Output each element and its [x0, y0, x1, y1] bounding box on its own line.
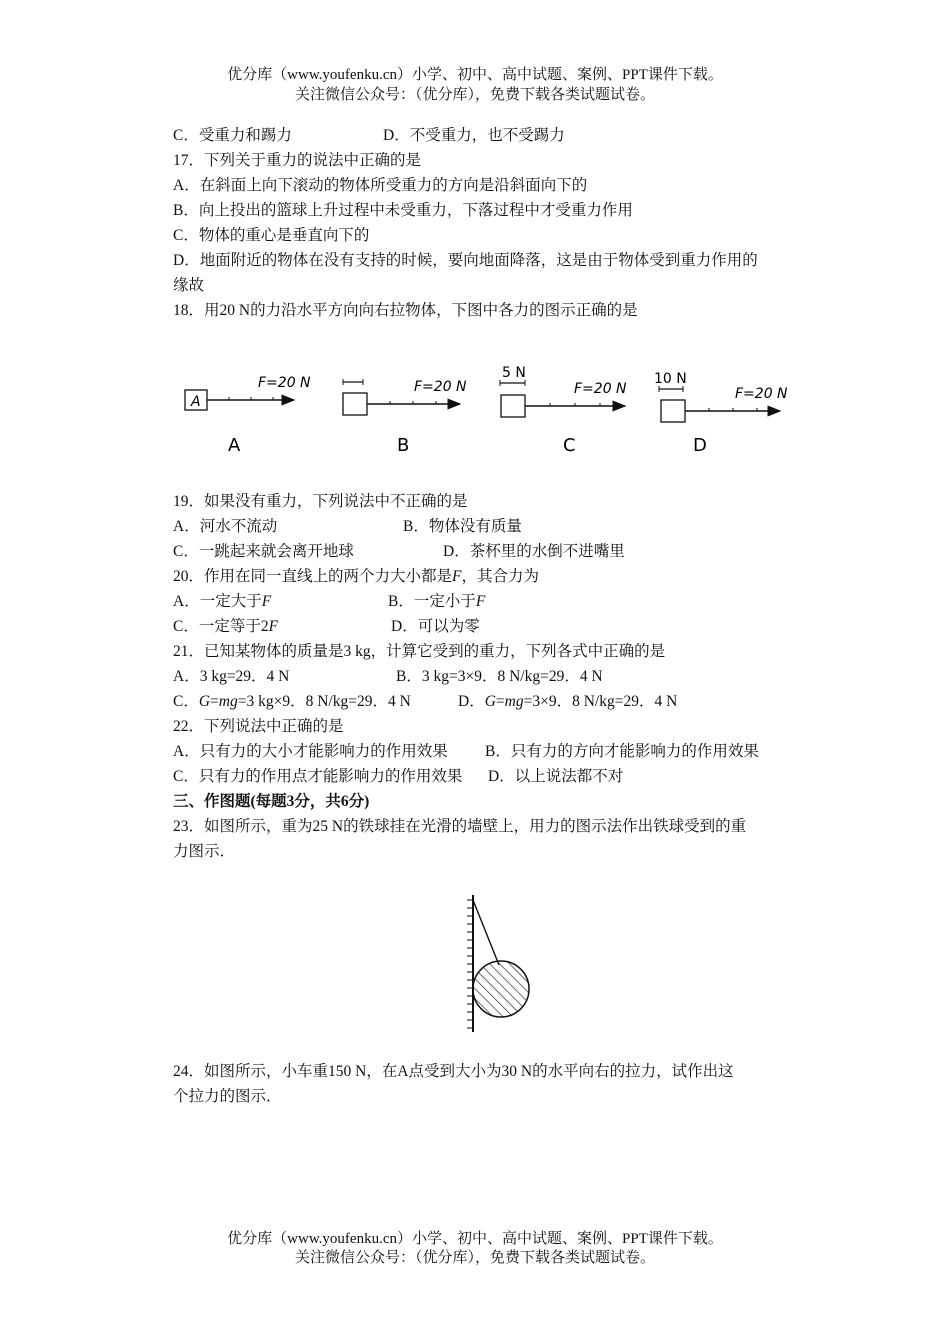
q17-option-d-continued: 缘故: [173, 277, 205, 294]
q22-option-b: B．只有力的方向才能影响力的作用效果: [485, 743, 759, 760]
section-3-title: 三、作图题(每题3分，共6分): [173, 793, 370, 810]
q17-option-b: B．向上投出的篮球上升过程中未受重力，下落过程中才受重力作用: [173, 202, 633, 219]
q23-string: [473, 900, 499, 965]
q17-option-d: D．地面附近的物体在没有支持的时候，要向地面降落，这是由于物体受到重力作用的: [173, 252, 758, 269]
q19-stem: 19．如果没有重力，下列说法中不正确的是: [173, 493, 468, 510]
q18-figure-d: [654, 371, 788, 456]
q18-d-letter: D: [693, 435, 707, 456]
q19-option-a: A．河水不流动: [173, 518, 278, 535]
q20-option-a: A．一定大于F: [173, 593, 272, 610]
q21-option-d: D．G=mg=3×9．8 N/kg=29．4 N: [458, 693, 678, 710]
q20-option-d: D．可以为零: [391, 618, 480, 635]
q18-stem: 18．用20 N的力沿水平方向向右拉物体，下图中各力的图示正确的是: [173, 302, 638, 319]
q23-stem-continued: 力图示．: [173, 843, 236, 860]
q18-d-block: [661, 400, 685, 422]
q17-stem: 17．下列关于重力的说法中正确的是: [173, 152, 422, 169]
q18-c-letter: C: [563, 435, 576, 456]
q19-option-c: C．一跳起来就会离开地球: [173, 543, 354, 560]
q22-stem: 22．下列说法中正确的是: [173, 718, 344, 735]
q16-option-d: D．不受重力，也不受踢力: [383, 127, 565, 144]
q18-c-scale-label: 5 N: [502, 365, 526, 381]
q22-option-a: A．只有力的大小才能影响力的作用效果: [173, 743, 448, 760]
q16-option-c: C．受重力和踢力: [173, 127, 292, 144]
q18-figure-b: [343, 379, 467, 456]
header-line-2: 关注微信公众号：（优分库），免费下载各类试题试卷。: [294, 87, 655, 103]
q21-option-b: B．3 kg=3×9．8 N/kg=29．4 N: [396, 668, 603, 685]
q19-option-b: B．物体没有质量: [403, 518, 522, 535]
q22-option-c: C．只有力的作用点才能影响力的作用效果: [173, 768, 463, 785]
q18-figure-c: [500, 365, 627, 456]
q18-a-letter: A: [228, 435, 241, 456]
q21-option-a: A．3 kg=29．4 N: [173, 668, 290, 685]
q17-option-c: C．物体的重心是垂直向下的: [173, 227, 370, 244]
q18-d-force-label: F=20 N: [735, 386, 788, 402]
header-line-1: 优分库（www.youfenku.cn）小学、初中、高中试题、案例、PPT课件下载。: [227, 67, 723, 83]
q23-stem: 23．如图所示，重为25 N的铁球挂在光滑的墙壁上，用力的图示法作出铁球受到的重: [173, 818, 747, 835]
q18-c-force-label: F=20 N: [574, 381, 627, 397]
q19-option-d: D．茶杯里的水倒不进嘴里: [443, 543, 625, 560]
q18-d-scale-label: 10 N: [654, 371, 687, 387]
q24-stem-continued: 个拉力的图示．: [173, 1088, 282, 1105]
q21-stem: 21．已知某物体的质量是3 kg，计算它受到的重力，下列各式中正确的是: [173, 643, 666, 660]
q21-option-c: C．G=mg=3 kg×9．8 N/kg=29．4 N: [173, 693, 411, 710]
q18-figure-a: [185, 375, 311, 456]
q22-option-d: D．以上说法都不对: [488, 768, 624, 785]
q20-stem: 20．作用在同一直线上的两个力大小都是F，其合力为: [173, 568, 539, 585]
q18-force-diagrams: [170, 355, 810, 465]
q23-iron-ball: [473, 961, 529, 1017]
q20-option-b: B．一定小于F: [388, 593, 486, 610]
q23-hanging-ball-diagram: [455, 890, 545, 1040]
q18-a-force-label: F=20 N: [258, 375, 311, 391]
q18-b-force-label: F=20 N: [414, 379, 467, 395]
footer-line-1: 优分库（www.youfenku.cn）小学、初中、高中试题、案例、PPT课件下载。: [227, 1231, 723, 1247]
q20-option-c: C．一定等于2F: [173, 618, 279, 635]
footer-line-2: 关注微信公众号：（优分库），免费下载各类试题试卷。: [294, 1250, 655, 1266]
q18-c-block: [501, 395, 525, 417]
q17-option-a: A．在斜面上向下滚动的物体所受重力的方向是沿斜面向下的: [173, 177, 588, 194]
q18-b-block: [343, 393, 367, 415]
q18-a-block-label: A: [191, 394, 201, 410]
q18-b-letter: B: [397, 435, 410, 456]
q24-stem: 24．如图所示，小车重150 N，在A点受到大小为30 N的水平向右的拉力，试作出这: [173, 1063, 734, 1080]
